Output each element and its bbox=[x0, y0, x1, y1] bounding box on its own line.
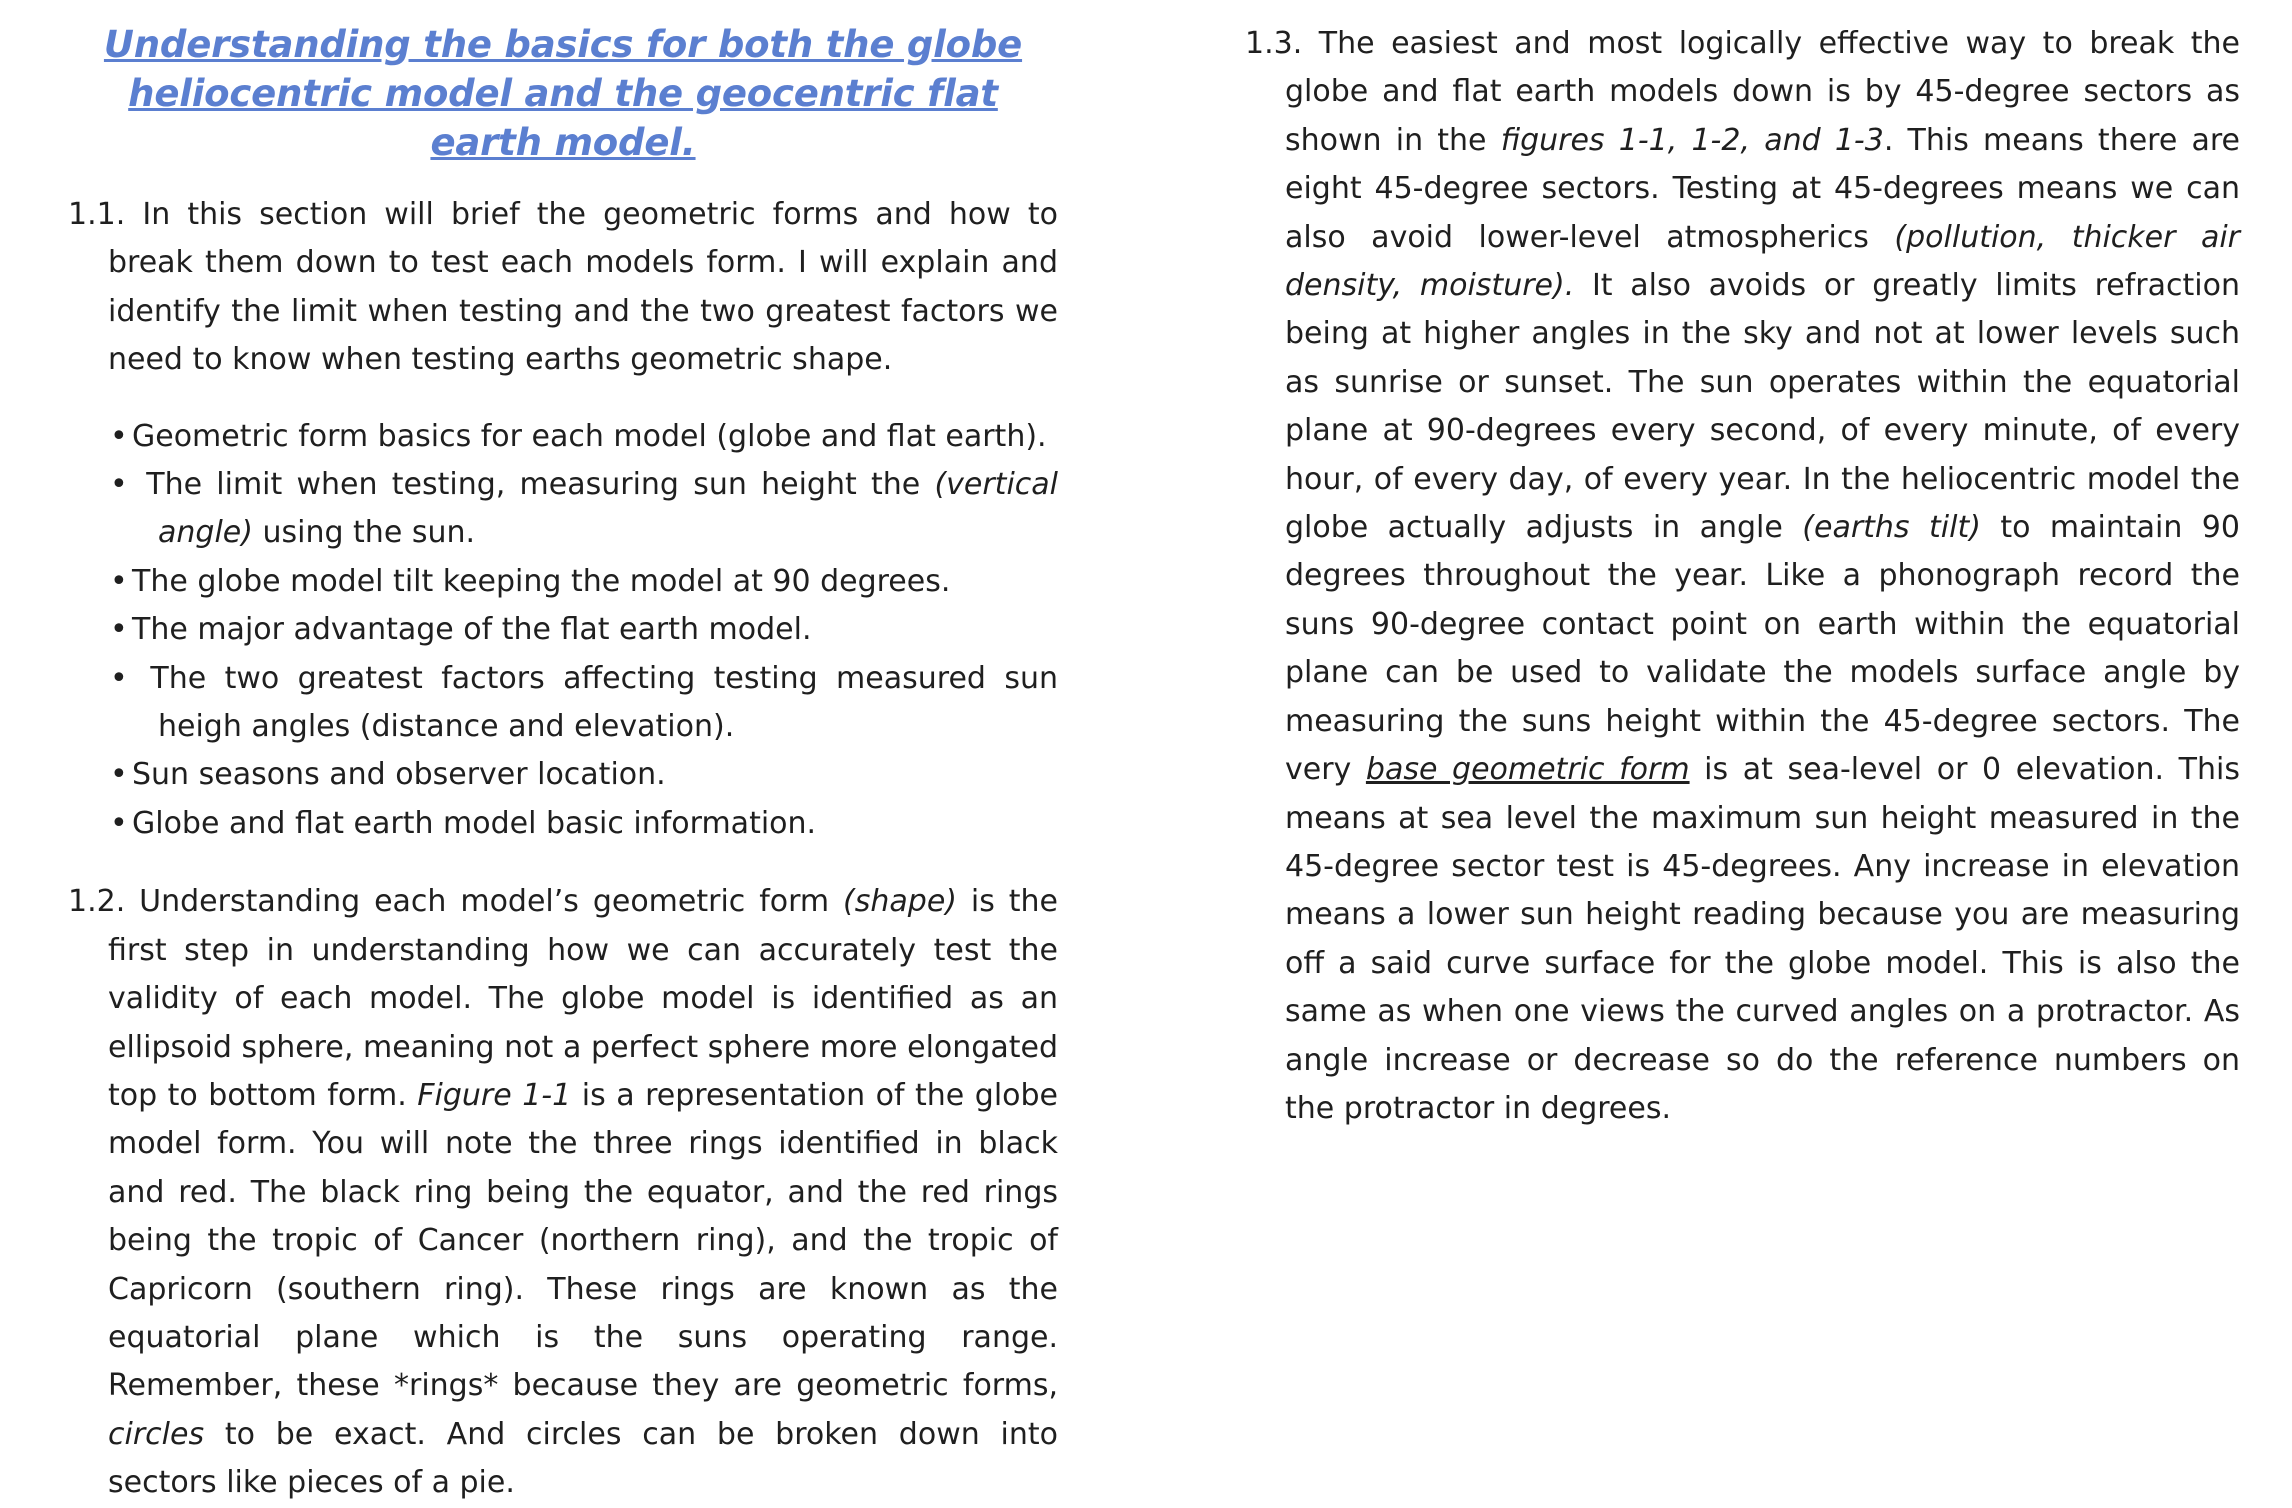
bullet-icon: • bbox=[110, 612, 128, 648]
bullet-icon: • bbox=[110, 805, 128, 841]
bullet-icon: • bbox=[110, 418, 128, 454]
bullet-icon: • bbox=[110, 660, 128, 696]
section-1-1 bbox=[68, 191, 1058, 385]
bullet-emphasis: (vertical angle) bbox=[158, 467, 1058, 551]
bullet-text: Geometric form basics for each model (globe and flat earth). bbox=[132, 418, 1047, 454]
section-emphasis: circles bbox=[108, 1416, 205, 1452]
left-column bbox=[68, 20, 1058, 1508]
bullet-item bbox=[110, 655, 1058, 752]
section-1-3 bbox=[1245, 20, 2240, 1133]
section-text: In this section will brief the geometric forms and how to break them down to test each models form. I will explain and identify the limit when testing and the two greatest factors we need to know when testing earths geometric shape. bbox=[108, 197, 1058, 378]
bullet-text: The globe model tilt keeping the model at 90 degrees. bbox=[132, 563, 951, 599]
section-text: to maintain 90 degrees throughout the year. Like a phonograph record the suns 90-degree contact point on earth within the equatorial plane can be used to validate the models surface angle by measuring the suns height within the 45-degree sectors. The very bbox=[1285, 510, 2240, 788]
bullet-list bbox=[68, 413, 1058, 849]
title-line-1: Understanding the basics for both the globe bbox=[103, 23, 1023, 66]
bullet-item bbox=[110, 800, 1058, 848]
bullet-text: Sun seasons and observer location. bbox=[132, 757, 666, 793]
bullet-text: using the sun. bbox=[252, 515, 476, 551]
bullet-icon: • bbox=[110, 467, 128, 503]
section-emphasis: (pollution, thicker air density, moisture). bbox=[1285, 219, 2240, 304]
document-title bbox=[68, 20, 1058, 167]
section-1-2 bbox=[68, 878, 1058, 1507]
bullet-text: The two greatest factors affecting testing measured sun heigh angles (distance and elevation). bbox=[150, 660, 1058, 745]
section-text: The easiest and most logically effective way to break the globe and flat earth models down is by 45-degree sectors as shown in the bbox=[1285, 26, 2240, 158]
section-number: 1.2. bbox=[68, 884, 126, 920]
bullet-item bbox=[110, 751, 1058, 799]
bullet-text: The limit when testing, measuring sun height the bbox=[146, 467, 935, 503]
section-text: is at sea-level or 0 elevation. This means at sea level the maximum sun height measured in the 45-degree sector test is 45-degrees. Any increase in elevation means a lower sun height reading because you are measuring off a said curve surface for the globe model. This is also the same as when one views the curved angles on a protractor. As angle increase or decrease so do the reference numbers on the protractor in degrees. bbox=[1285, 752, 2240, 1126]
bullet-item bbox=[110, 413, 1058, 461]
section-emphasis: (shape) bbox=[843, 884, 957, 920]
bullet-text: Globe and flat earth model basic information. bbox=[132, 805, 817, 841]
bullet-item bbox=[110, 461, 1058, 558]
section-number: 1.1. bbox=[68, 197, 126, 232]
bullet-text: The major advantage of the flat earth model. bbox=[132, 612, 812, 648]
section-text: . This means there are eight 45-degree sectors. Testing at 45-degrees means we can also avoid lower-level atmospherics bbox=[1285, 122, 2241, 255]
figure-reference: figures 1-1, 1-2, and 1-3 bbox=[1500, 122, 1884, 158]
bullet-item bbox=[110, 558, 1058, 606]
section-number: 1.3. bbox=[1245, 26, 1303, 61]
section-text: is a representation of the globe model form. You will note the three rings identified in black and red. The black ring being the equator, and the red rings being the tropic of Cancer (northern ring), and the tropic of Capricorn (southern ring). These rings are known as the equatorial plane which is the suns operating range. Remember, these *rings* because they are geometric forms, bbox=[108, 1077, 1059, 1404]
underlined-term: base geometric form bbox=[1365, 752, 1690, 788]
bullet-icon: • bbox=[110, 757, 128, 793]
bullet-icon: • bbox=[110, 563, 128, 599]
section-text: Understanding each model’s geometric form bbox=[139, 884, 844, 920]
right-column bbox=[1245, 20, 2240, 1133]
section-emphasis: (earths tilt) bbox=[1802, 510, 1981, 546]
figure-reference: Figure 1-1 bbox=[417, 1077, 572, 1113]
section-text: It also avoids or greatly limits refraction being at higher angles in the sky and not at lower levels such as sunrise or sunset. The sun operates within the equatorial plane at 90-degrees every second, of every minute, of every hour, of every day, of every year. In the heliocentric model the globe actually adjusts in angle bbox=[1285, 268, 2240, 546]
section-text: to be exact. And circles can be broken down into sectors like pieces of a pie. bbox=[108, 1416, 1058, 1501]
title-line-2: heliocentric model and the geocentric flat earth model. bbox=[128, 72, 998, 164]
section-text: is the first step in understanding how we can accurately test the validity of each model. The globe model is identified as an ellipsoid sphere, meaning not a perfect sphere more elongated top to bottom form. bbox=[108, 884, 1058, 1113]
bullet-item bbox=[110, 606, 1058, 654]
